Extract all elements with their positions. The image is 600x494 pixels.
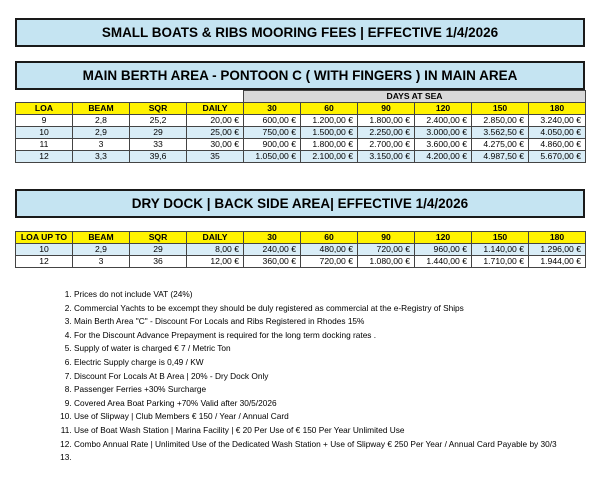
cell: 10 <box>16 127 73 139</box>
note-item: 2. Commercial Yachts to be excempt they should be duly registered as commercial at the e-Registry of Ships <box>74 302 600 316</box>
col-header: DAILY <box>187 232 244 244</box>
note-item: 6. Electric Supply charge is 0,49 / KW <box>74 356 600 370</box>
cell: 720,00 € <box>358 244 415 256</box>
cell: 2.250,00 € <box>358 127 415 139</box>
cell: 11 <box>16 139 73 151</box>
col-header: 60 <box>301 103 358 115</box>
cell: 2.400,00 € <box>415 115 472 127</box>
cell: 39,6 <box>130 151 187 163</box>
days-at-sea-header: DAYS AT SEA <box>244 91 586 103</box>
dry-dock-table <box>15 231 586 268</box>
cell: 1.710,00 € <box>472 256 529 268</box>
cell: 600,00 € <box>244 115 301 127</box>
cell: 3.150,00 € <box>358 151 415 163</box>
note-item: 12. Combo Annual Rate | Unlimited Use of the Dedicated Wash Station + Use of Slipway € 250 Per Year / Annual Card Payable by 30/3 <box>74 438 600 452</box>
col-header: SQR <box>130 232 187 244</box>
cell: 4.987,50 € <box>472 151 529 163</box>
col-header: 120 <box>415 232 472 244</box>
table-row <box>16 151 586 163</box>
note-item: 5. Supply of water is charged € 7 / Metric Ton <box>74 342 600 356</box>
col-header: BEAM <box>73 232 130 244</box>
col-header: 90 <box>358 232 415 244</box>
cell: 12 <box>16 256 73 268</box>
cell: 240,00 € <box>244 244 301 256</box>
cell: 1.944,00 € <box>529 256 586 268</box>
cell: 29 <box>130 244 187 256</box>
table-row <box>16 256 586 268</box>
cell: 1.296,00 € <box>529 244 586 256</box>
note-item: 10. Use of Slipway | Club Members € 150 / Year / Annual Card <box>74 410 600 424</box>
col-header: LOA UP TO <box>16 232 73 244</box>
cell: 960,00 € <box>415 244 472 256</box>
cell: 900,00 € <box>244 139 301 151</box>
page-title: SMALL BOATS & RIBS MOORING FEES | EFFECTIVE 1/4/2026 <box>15 18 585 47</box>
cell: 3.240,00 € <box>529 115 586 127</box>
blank-cell <box>16 91 244 103</box>
note-item: 7. Discount For Locals At B Area | 20% - Dry Dock Only <box>74 370 600 384</box>
notes-list <box>57 288 600 465</box>
col-header: 30 <box>244 232 301 244</box>
dry-dock-title: DRY DOCK | BACK SIDE AREA| EFFECTIVE 1/4/2026 <box>15 189 585 218</box>
col-header: 90 <box>358 103 415 115</box>
cell: 3,3 <box>73 151 130 163</box>
cell: 1.440,00 € <box>415 256 472 268</box>
cell: 1.200,00 € <box>301 115 358 127</box>
note-item: 8. Passenger Ferries +30% Surcharge <box>74 383 600 397</box>
col-header: 60 <box>301 232 358 244</box>
cell: 30,00 € <box>187 139 244 151</box>
main-berth-title: MAIN BERTH AREA - PONTOON C ( WITH FINGERS ) IN MAIN AREA <box>15 61 585 90</box>
cell: 3 <box>73 139 130 151</box>
cell: 2.700,00 € <box>358 139 415 151</box>
cell: 12,00 € <box>187 256 244 268</box>
cell: 2.850,00 € <box>472 115 529 127</box>
cell: 4.200,00 € <box>415 151 472 163</box>
cell: 360,00 € <box>244 256 301 268</box>
table-row <box>16 115 586 127</box>
cell: 1.080,00 € <box>358 256 415 268</box>
note-item <box>74 451 600 465</box>
col-header: 180 <box>529 103 586 115</box>
cell: 8,00 € <box>187 244 244 256</box>
cell: 1.050,00 € <box>244 151 301 163</box>
cell: 2.100,00 € <box>301 151 358 163</box>
cell: 20,00 € <box>187 115 244 127</box>
cell: 4.275,00 € <box>472 139 529 151</box>
cell: 1.800,00 € <box>301 139 358 151</box>
cell: 4.050,00 € <box>529 127 586 139</box>
cell: 720,00 € <box>301 256 358 268</box>
note-item: 11. Use of Boat Wash Station | Marina Facility | € 20 Per Use of € 150 Per Year Unlimited Use <box>74 424 600 438</box>
col-header: SQR <box>130 103 187 115</box>
cell: 3.600,00 € <box>415 139 472 151</box>
cell: 750,00 € <box>244 127 301 139</box>
cell: 2,9 <box>73 244 130 256</box>
cell: 25,2 <box>130 115 187 127</box>
table-row <box>16 244 586 256</box>
cell: 9 <box>16 115 73 127</box>
cell: 480,00 € <box>301 244 358 256</box>
col-header: DAILY <box>187 103 244 115</box>
cell: 1.140,00 € <box>472 244 529 256</box>
main-berth-table <box>15 90 586 163</box>
cell: 1.500,00 € <box>301 127 358 139</box>
cell: 10 <box>16 244 73 256</box>
col-header: 150 <box>472 103 529 115</box>
cell: 33 <box>130 139 187 151</box>
cell: 2,9 <box>73 127 130 139</box>
col-header: BEAM <box>73 103 130 115</box>
col-header: LOA <box>16 103 73 115</box>
note-item: 9. Covered Area Boat Parking +70% Valid after 30/5/2026 <box>74 397 600 411</box>
table-row <box>16 127 586 139</box>
col-header: 120 <box>415 103 472 115</box>
cell: 5.670,00 € <box>529 151 586 163</box>
col-header: 30 <box>244 103 301 115</box>
cell: 35 <box>187 151 244 163</box>
cell: 3.562,50 € <box>472 127 529 139</box>
cell: 3.000,00 € <box>415 127 472 139</box>
note-item: 4. For the Discount Advance Prepayment is required for the long term docking rates . <box>74 329 600 343</box>
table-row <box>16 139 586 151</box>
cell: 29 <box>130 127 187 139</box>
note-item: 1. Prices do not include VAT (24%) <box>74 288 600 302</box>
note-item: 3. Main Berth Area "C" - Discount For Locals and Ribs Registered in Rhodes 15% <box>74 315 600 329</box>
cell: 2,8 <box>73 115 130 127</box>
col-header: 180 <box>529 232 586 244</box>
cell: 3 <box>73 256 130 268</box>
cell: 1.800,00 € <box>358 115 415 127</box>
cell: 36 <box>130 256 187 268</box>
col-header: 150 <box>472 232 529 244</box>
cell: 12 <box>16 151 73 163</box>
cell: 25,00 € <box>187 127 244 139</box>
cell: 4.860,00 € <box>529 139 586 151</box>
